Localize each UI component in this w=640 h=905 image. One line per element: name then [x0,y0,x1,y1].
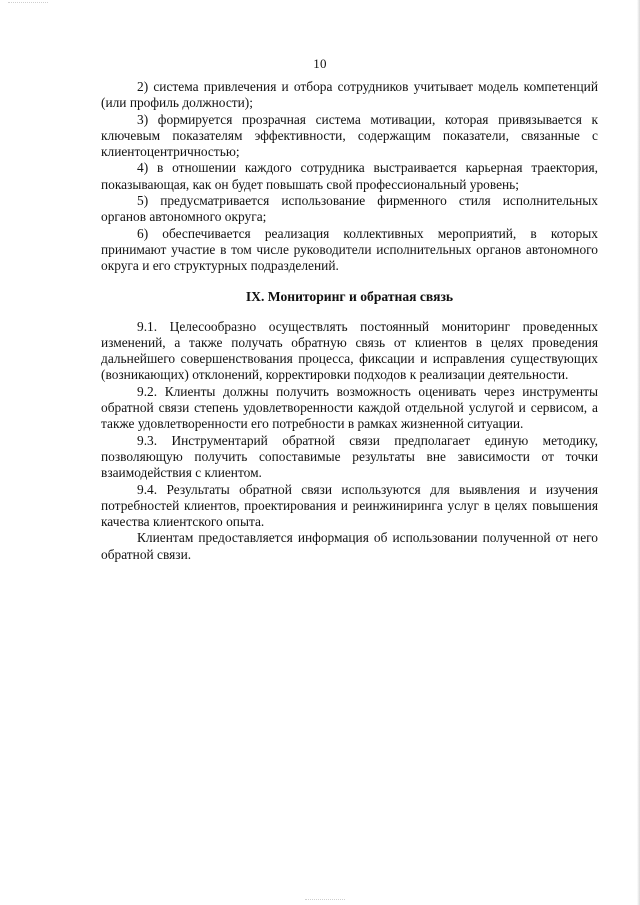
list-item: 2) система привлечения и отбора сотрудников учитывает модель компетенций (или профиль должности); [101,79,598,111]
section-paragraph: Клиентам предоставляется информация об использовании полученной от него обратной связи. [101,530,598,562]
section-paragraph: 9.4. Результаты обратной связи используются для выявления и изучения потребностей клиентов, проектирования и реинжиниринга услуг в целях повышения качества клиентского опыта. [101,481,598,530]
list-item: 3) формируется прозрачная система мотивации, которая привязывается к ключевым показателям эффективности, содержащим показатели, связанные с клиентоцентричностью; [101,111,598,160]
list-item: 4) в отношении каждого сотрудника выстраивается карьерная траектория, показывающая, как он будет повышать свой профессиональный уровень; [101,160,598,192]
section-paragraph: 9.3. Инструментарий обратной связи предполагает единую методику, позволяющую получить сопоставимые результаты вне зависимости от точки взаимодействия с клиентом. [101,432,598,481]
list-item: 5) предусматривается использование фирменного стиля исполнительных органов автономного округа; [101,193,598,225]
section-paragraph: 9.2. Клиенты должны получить возможность оценивать через инструменты обратной связи степень удовлетворенности каждой отдельной услугой и сервисом, а также удовлетворенности его потребности в рамках жизненной ситуации. [101,383,598,432]
page-number: 10 [313,56,327,71]
section-heading: IX. Мониторинг и обратная связь [245,288,454,304]
scan-mark-top [8,2,48,5]
scan-mark-bottom [305,899,345,902]
section-paragraph: 9.1. Целесообразно осуществлять постоянный мониторинг проведенных изменений, а также получать обратную связь от клиентов в целях проведения дальнейшего совершенствования процесса, фиксации и исправления существующих (возникающих) отклонений, корректировки подходов к реализации деятельности. [101,318,598,383]
page-body [101,79,598,563]
list-item: 6) обеспечивается реализация коллективных мероприятий, в которых принимают участие в том числе руководители исполнительных органов автономного округа и его структурных подразделений. [101,225,598,274]
